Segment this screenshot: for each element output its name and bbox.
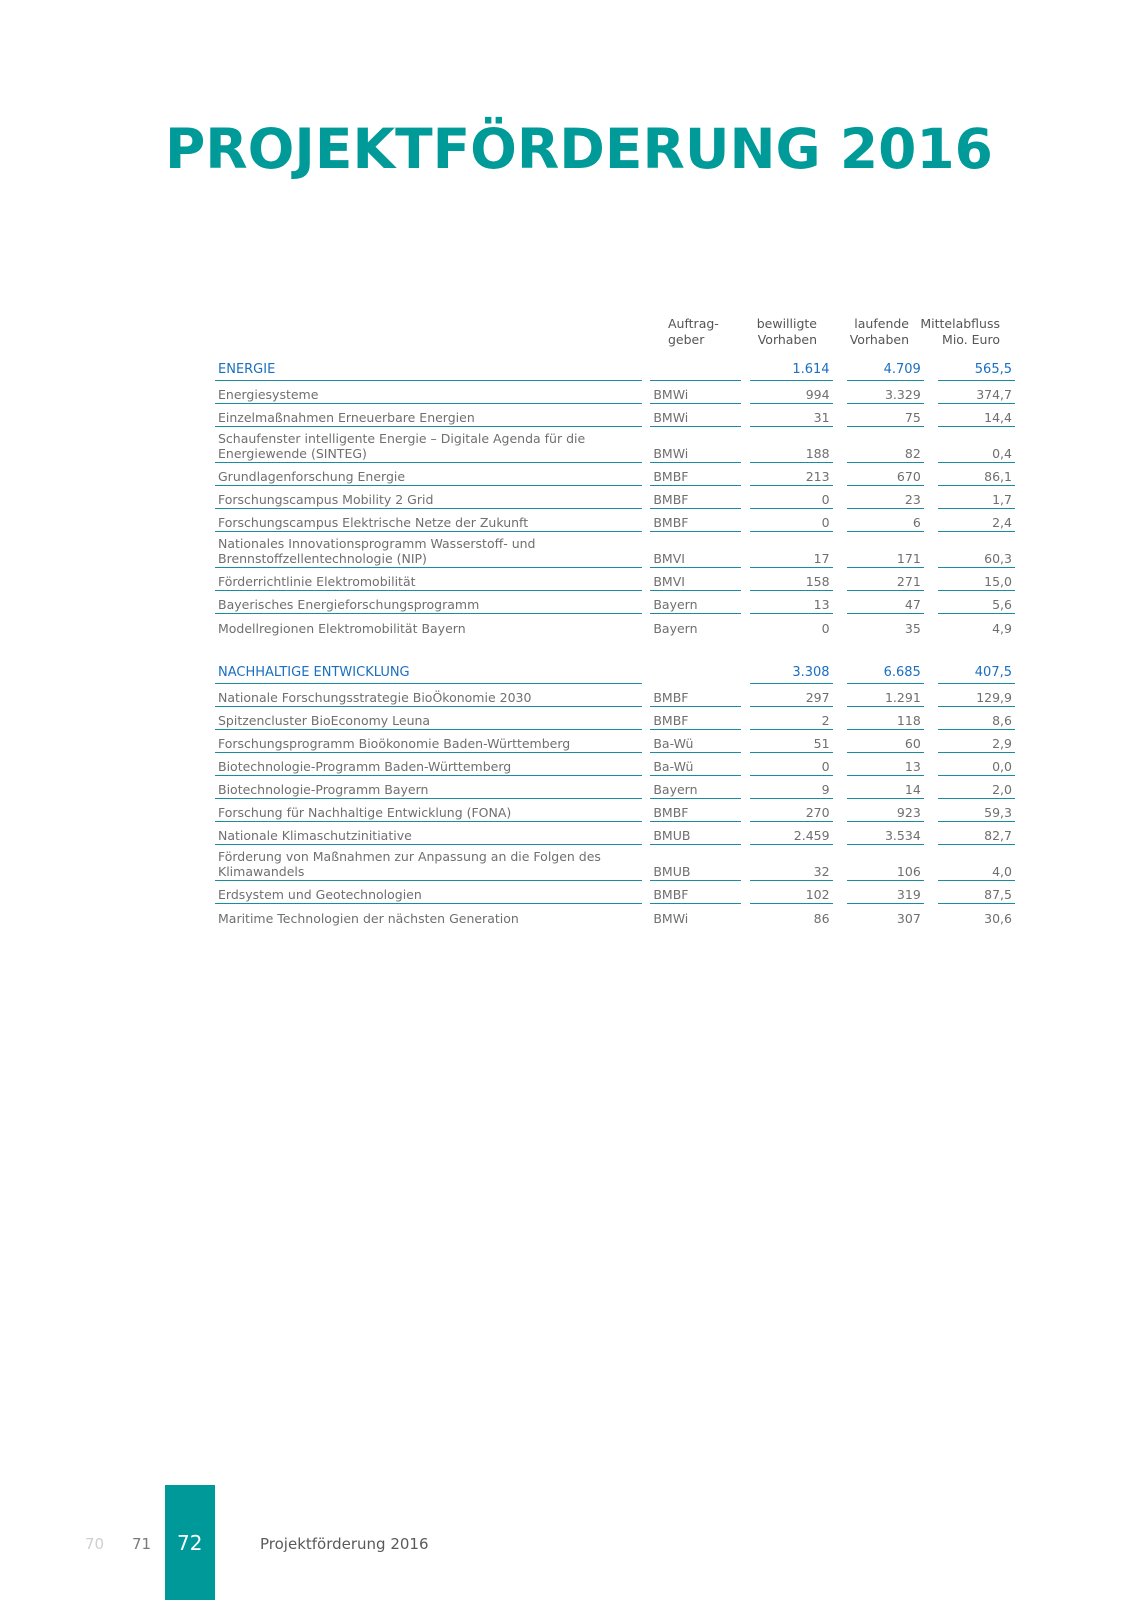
mittelabfluss: 87,5 [938,883,1015,904]
table-row [215,509,1015,532]
bewilligte-vorhaben: 102 [750,883,832,904]
section-bewilligt-total: 1.614 [750,356,832,381]
laufende-vorhaben: 60 [847,732,924,753]
header-auftraggeber [668,316,719,348]
bewilligte-vorhaben: 213 [750,465,832,486]
program-name: Nationale Klimaschutzinitiative [215,824,642,845]
bewilligte-vorhaben: 297 [750,686,832,707]
auftraggeber: BMWi [650,383,741,404]
bewilligte-vorhaben: 9 [750,778,832,799]
bewilligte-vorhaben: 2.459 [750,824,832,845]
laufende-vorhaben: 13 [847,755,924,776]
footer-section-title: Projektförderung 2016 [260,1535,429,1553]
table-row [215,845,1015,881]
program-name: Erdsystem und Geotechnologien [215,883,642,904]
table-row [215,684,1015,707]
header-mittelabfluss-line2: Mio. Euro [942,332,1000,347]
header-auftraggeber-line2: geber [668,332,705,347]
laufende-vorhaben: 319 [847,883,924,904]
auftraggeber: BMUB [650,824,741,845]
laufende-vorhaben: 670 [847,465,924,486]
program-name: Forschungscampus Mobility 2 Grid [215,488,642,509]
program-name: Grundlagenforschung Energie [215,465,642,486]
laufende-vorhaben: 3.329 [847,383,924,404]
page-title: PROJEKTFÖRDERUNG 2016 [165,117,993,181]
table-header [215,316,1015,356]
mittelabfluss: 82,7 [938,824,1015,845]
header-mittelabfluss-line1: Mittelabfluss [920,316,1000,331]
program-name: Förderrichtlinie Elektromobilität [215,570,642,591]
section-bewilligt-total: 3.308 [750,659,832,684]
program-name: Einzelmaßnahmen Erneuerbare Energien [215,406,642,427]
table-row [215,591,1015,614]
bewilligte-vorhaben: 51 [750,732,832,753]
table-row [215,753,1015,776]
bewilligte-vorhaben: 0 [750,488,832,509]
auftraggeber: BMWi [653,911,689,926]
laufende-vorhaben: 118 [847,709,924,730]
laufende-vorhaben: 47 [847,593,924,614]
mittelabfluss: 1,7 [938,488,1015,509]
section-laufend-total: 4.709 [847,356,924,381]
mittelabfluss: 8,6 [938,709,1015,730]
auftraggeber: BMBF [650,686,741,707]
table-row [215,776,1015,799]
mittelabfluss: 60,3 [938,547,1015,568]
header-bewilligte [757,316,817,348]
auftraggeber: BMBF [650,883,741,904]
laufende-vorhaben: 171 [847,547,924,568]
page-number-current: 72 [177,1531,203,1555]
auftraggeber: BMBF [650,709,741,730]
laufende-vorhaben: 1.291 [847,686,924,707]
section-row [215,659,1015,684]
program-name: Förderung von Maßnahmen zur Anpassung an die Folgen des Klimawandels [215,845,642,881]
mittelabfluss: 30,6 [984,911,1012,926]
table-row [215,404,1015,427]
header-auftraggeber-line1: Auftrag- [668,316,719,331]
auftraggeber: BMVI [650,570,741,591]
program-name: Forschungscampus Elektrische Netze der Zukunft [215,511,642,532]
header-bewilligte-line1: bewilligte [756,316,817,331]
auftraggeber: BMUB [650,860,741,881]
mittelabfluss: 2,9 [938,732,1015,753]
mittelabfluss: 59,3 [938,801,1015,822]
bewilligte-vorhaben: 994 [750,383,832,404]
laufende-vorhaben: 106 [847,860,924,881]
section-name: NACHHALTIGE ENTWICKLUNG [215,659,642,684]
section-auftrag-blank [650,674,741,684]
mittelabfluss: 15,0 [938,570,1015,591]
program-name: Forschungsprogramm Bioökonomie Baden-Württemberg [215,732,642,753]
program-name: Biotechnologie-Programm Bayern [215,778,642,799]
section-auftrag-blank [650,371,741,381]
laufende-vorhaben: 75 [847,406,924,427]
table-row [215,532,1015,568]
header-laufende-line1: laufende [854,316,909,331]
laufende-vorhaben: 35 [904,621,921,636]
bewilligte-vorhaben: 32 [750,860,832,881]
auftraggeber: Bayern [650,593,741,614]
table-row [215,799,1015,822]
mittelabfluss: 129,9 [938,686,1015,707]
bewilligte-vorhaben: 158 [750,570,832,591]
auftraggeber: BMBF [650,801,741,822]
header-mittelabfluss [920,316,1000,348]
table-row [215,881,1015,904]
table-row [215,730,1015,753]
mittelabfluss: 2,4 [938,511,1015,532]
program-name: Maritime Technologien der nächsten Generation [218,911,519,926]
program-name: Modellregionen Elektromobilität Bayern [218,621,466,636]
auftraggeber: Bayern [653,621,698,636]
table-row [215,904,1015,927]
mittelabfluss: 2,0 [938,778,1015,799]
section-row [215,356,1015,381]
auftraggeber: Ba-Wü [650,732,741,753]
program-name: Spitzencluster BioEconomy Leuna [215,709,642,730]
funding-table [215,316,1015,927]
bewilligte-vorhaben: 17 [750,547,832,568]
section-laufend-total: 6.685 [847,659,924,684]
table-row [215,568,1015,591]
program-name: Nationales Innovationsprogramm Wasserstoff- und Brennstoffzellentechnologie (NIP) [215,532,642,568]
mittelabfluss: 4,9 [992,621,1012,636]
bewilligte-vorhaben: 0 [750,755,832,776]
bewilligte-vorhaben: 188 [750,442,832,463]
section-mittel-total: 565,5 [938,356,1015,381]
mittelabfluss: 14,4 [938,406,1015,427]
table-row [215,822,1015,845]
laufende-vorhaben: 923 [847,801,924,822]
program-name: Nationale Forschungsstrategie BioÖkonomie 2030 [215,686,642,707]
auftraggeber: Bayern [650,778,741,799]
mittelabfluss: 5,6 [938,593,1015,614]
table-row [215,486,1015,509]
bewilligte-vorhaben: 0 [750,511,832,532]
mittelabfluss: 86,1 [938,465,1015,486]
section-name: ENERGIE [215,356,642,381]
program-name: Energiesysteme [215,383,642,404]
table-row [215,427,1015,463]
laufende-vorhaben: 6 [847,511,924,532]
auftraggeber: Ba-Wü [650,755,741,776]
program-name: Biotechnologie-Programm Baden-Württemberg [215,755,642,776]
auftraggeber: BMBF [650,465,741,486]
mittelabfluss: 0,0 [938,755,1015,776]
laufende-vorhaben: 307 [896,911,921,926]
auftraggeber: BMBF [650,488,741,509]
laufende-vorhaben: 14 [847,778,924,799]
program-name: Forschung für Nachhaltige Entwicklung (FONA) [215,801,642,822]
laufende-vorhaben: 271 [847,570,924,591]
bewilligte-vorhaben: 2 [750,709,832,730]
laufende-vorhaben: 82 [847,442,924,463]
table-row [215,463,1015,486]
mittelabfluss: 374,7 [938,383,1015,404]
laufende-vorhaben: 23 [847,488,924,509]
page-number-71[interactable]: 71 [132,1535,152,1553]
bewilligte-vorhaben: 0 [821,621,830,636]
table-row [215,614,1015,637]
header-laufende-line2: Vorhaben [849,332,909,347]
program-name: Schaufenster intelligente Energie – Digitale Agenda für die Energiewende (SINTEG) [215,427,642,463]
auftraggeber: BMVI [650,547,741,568]
header-laufende [850,316,909,348]
mittelabfluss: 0,4 [938,442,1015,463]
section-mittel-total: 407,5 [938,659,1015,684]
auftraggeber: BMWi [650,406,741,427]
bewilligte-vorhaben: 31 [750,406,832,427]
program-name: Bayerisches Energieforschungsprogramm [215,593,642,614]
table-body [215,356,1015,927]
header-bewilligte-line2: Vorhaben [757,332,817,347]
section-spacer [215,637,1015,659]
auftraggeber: BMWi [650,442,741,463]
laufende-vorhaben: 3.534 [847,824,924,845]
auftraggeber: BMBF [650,511,741,532]
table-row [215,381,1015,404]
bewilligte-vorhaben: 13 [750,593,832,614]
mittelabfluss: 4,0 [938,860,1015,881]
table-row [215,707,1015,730]
bewilligte-vorhaben: 270 [750,801,832,822]
page-number-70[interactable]: 70 [85,1535,105,1553]
bewilligte-vorhaben: 86 [813,911,830,926]
